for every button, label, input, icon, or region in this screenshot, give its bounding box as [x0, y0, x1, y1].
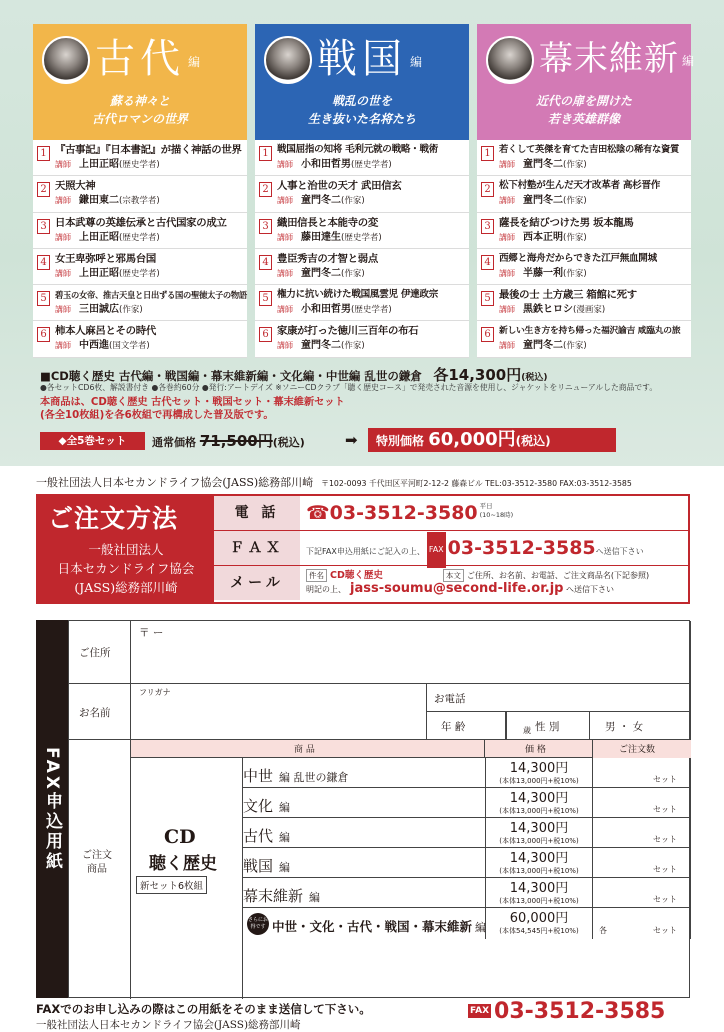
- lecture-item: 3 織田信長と本能寺の変 講師 藤田達生(歴史学者): [255, 213, 469, 249]
- product-row: 古代 編: [243, 827, 291, 845]
- lecture-item: 1 若くして英傑を育てた吉田松陰の稀有な資質 講師 童門冬二(作家): [477, 140, 691, 176]
- fax-form-band: FAX申込用紙: [36, 620, 68, 998]
- col-qty: ご注文数: [619, 745, 656, 755]
- order-mail-row: メール 件名 CD聴く歴史 本文 ご住所、お名前、お電話、ご注文商品名(下記参照) 明記の上、 jass-soumu@second-life.or.jp へ送信下さい: [214, 566, 690, 601]
- footer-fax-number[interactable]: 03-3512-3585: [494, 999, 666, 1024]
- bundle-badge: さらにお得です: [247, 913, 269, 935]
- cd-series: 聴く歴史: [149, 854, 217, 874]
- postal-field[interactable]: 〒 ー: [139, 627, 164, 639]
- age-unit: 歳: [523, 726, 531, 735]
- cd-title: CD: [164, 826, 196, 848]
- column-subtitle: 近代の扉を開けた 若き英雄群像: [535, 94, 632, 126]
- lecture-item: 5 最後の士 土方歳三 箱館に死す 講師 黒鉄ヒロシ(漫画家): [477, 285, 691, 321]
- furigana-field[interactable]: フリガナ: [139, 688, 171, 697]
- name-label: お名前: [79, 707, 111, 719]
- portrait-icon: [264, 36, 312, 84]
- lecture-item: 3 日本武尊の英雄伝承と古代国家の成立 講師 上田正昭(歴史学者): [33, 213, 247, 249]
- lecture-item: 4 西郷と海舟だからできた江戸無血開城 講師 半藤一利(作家): [477, 249, 691, 285]
- lecture-item: 4 女王卑弥呼と邪馬台国 講師 上田正昭(歴史学者): [33, 249, 247, 285]
- fax-order-form: ご住所 〒 ー お名前 フリガナ お電話 年 齢 歳 性 別 男 ・ 女 商 品 価 格 ご注文数 ご注文 商品 CD 聴く歴史 新セット6枚組 中世 編 乱世の鎌倉 14,300円 (本体13,000円+税10%) セット 文化 編 14,300円 (本体13,000円+税10%) セット 古代 編 14,300円 (本体13,000円+税10%) セット 戦国 編 14,300円 (本体13,000円+税10%) セット 幕末維新 編 14,300円 (本体13,000円+税10%) セット さらにお得です 中世・文化・古代・戦国・幕末維新 編 60,000円 (本体54,545円+税10%) 各 セット: [68, 620, 690, 998]
- column-subtitle: 戦乱の世を 生き抜いた名将たち: [307, 94, 416, 126]
- cd-set-label: 新セット6枚組: [136, 876, 207, 894]
- gender-value[interactable]: 男 ・ 女: [605, 721, 644, 733]
- lecture-list: [477, 140, 691, 358]
- col-price: 価 格: [525, 745, 546, 755]
- gender-label: 性 別: [535, 721, 560, 733]
- column-title: 古代 編: [95, 36, 201, 82]
- footer-org: 一般社団法人日本セカンドライフ協会(JASS)総務部川崎: [36, 1019, 301, 1031]
- column-kodai: [33, 24, 247, 358]
- footer-fax: FAX 03-3512-3585: [470, 999, 666, 1024]
- lecture-list: [33, 140, 247, 358]
- cd-red-notice: 本商品は、CD聴く歴史 古代セット・戦国セット・幕末維新セット (各全10枚組)を各6枚組で再構成した普及版です。: [40, 397, 345, 421]
- bundle-row: 中世・文化・古代・戦国・幕末維新 編: [272, 919, 487, 934]
- address-label: ご住所: [79, 647, 111, 659]
- set-badge: ◆全5巻セット: [40, 432, 145, 450]
- column-header: [477, 24, 695, 140]
- lecture-item: 3 薩長を結びつけた男 坂本龍馬 講師 西本正明(作家): [477, 213, 691, 249]
- column-header: [255, 24, 469, 140]
- special-price: 特別価格 60,000円(税込): [368, 428, 616, 452]
- mail-address[interactable]: jass-soumu@second-life.or.jp: [350, 581, 564, 596]
- lecture-list: [255, 140, 469, 358]
- phone-label: お電話: [434, 693, 466, 705]
- portrait-icon: [42, 36, 90, 84]
- lecture-item: 1 戦国屈指の知将 毛利元就の戦略・戦術 講師 小和田哲男(歴史学者): [255, 140, 469, 176]
- lecture-item: 5 碧玉の女帝、推古天皇と日出ずる国の聖徳太子の物語 講師 三田誠広(作家): [33, 285, 247, 321]
- order-tel-row: 電 話 ☎03-3512-3580 平日 (10~18時): [214, 496, 690, 531]
- portrait-icon: [486, 36, 534, 84]
- column-sengoku: [255, 24, 469, 358]
- order-product-label: ご注文 商品: [82, 850, 112, 875]
- regular-price: 通常価格 71,500円(税込): [152, 432, 305, 450]
- order-heading: ご注文方法 一般社団法人 日本セカンドライフ協会 (JASS)総務部川崎: [38, 496, 214, 602]
- organization-line: 一般社団法人日本セカンドライフ協会(JASS)総務部川崎 〒102-0093 千代田区平河町2-12-2 藤森ビル TEL:03-3512-3580 FAX:03-3512-3585: [36, 476, 632, 489]
- age-label: 年 齢: [441, 721, 466, 733]
- arrow-right-icon: ➡: [345, 431, 358, 449]
- product-row: 幕末維新 編: [243, 887, 321, 905]
- cd-note: ●各セットCD6枚、解説書付き ●各巻約60分 ●発行:アートデイズ ※ソニーCDクラブ「聴く歴史コース」で発売された音源を使用し、ジャケットをリニューアルした商品です。: [40, 383, 658, 392]
- column-subtitle: 蘇る神々と 古代ロマンの世界: [91, 94, 188, 126]
- column-bakumatsu: [477, 24, 695, 358]
- product-row: 文化 編: [243, 797, 291, 815]
- lecture-item: 6 新しい生き方を持ち帰った福沢諭吉 咸臨丸の旅 講師 童門冬二(作家): [477, 321, 691, 357]
- tel-number[interactable]: ☎03-3512-3580: [306, 502, 478, 524]
- lecture-item: 5 権力に抗い続けた戦国風雲児 伊達政宗 講師 小和田哲男(歴史学者): [255, 285, 469, 321]
- column-header: [33, 24, 247, 140]
- fax-number[interactable]: 03-3512-3585: [447, 537, 596, 559]
- column-title: 幕末維新 編: [539, 39, 695, 79]
- column-title: 戦国 編: [317, 36, 423, 82]
- lecture-item: 6 家康が打った徳川三百年の布石 講師 童門冬二(作家): [255, 321, 469, 357]
- product-row: 中世 編 乱世の鎌倉: [243, 767, 349, 785]
- footer-notice: FAXでのお申し込みの際はこの用紙をそのまま送信して下さい。: [36, 1002, 371, 1016]
- lecture-item: 2 松下村塾が生んだ天才改革者 高杉晋作 講師 童門冬二(作家): [477, 176, 691, 212]
- lecture-item: 1 『古事記』『日本書記』が描く神話の世界 講師 上田正昭(歴史学者): [33, 140, 247, 176]
- lecture-item: 6 柿本人麻呂とその時代 講師 中西進(国文学者): [33, 321, 247, 357]
- order-fax-row: ＦＡＸ 下記FAX申込用紙にご記入の上、 FAX 03-3512-3585へ送信下さい: [214, 531, 690, 566]
- lecture-item: 4 豊臣秀吉の才智と弱点 講師 童門冬二(作家): [255, 249, 469, 285]
- product-row: 戦国 編: [243, 857, 291, 875]
- cd-product-line: ■CD聴く歴史 古代編・戦国編・幕末維新編・文化編・中世編 乱世の鎌倉 各14,300円(税込): [40, 366, 548, 384]
- order-method-box: [36, 494, 690, 604]
- lecture-item: 2 人事と治世の天才 武田信玄 講師 童門冬二(作家): [255, 176, 469, 212]
- lecture-item: 2 天照大神 講師 鎌田東二(宗教学者): [33, 176, 247, 212]
- col-product: 商 品: [294, 745, 315, 755]
